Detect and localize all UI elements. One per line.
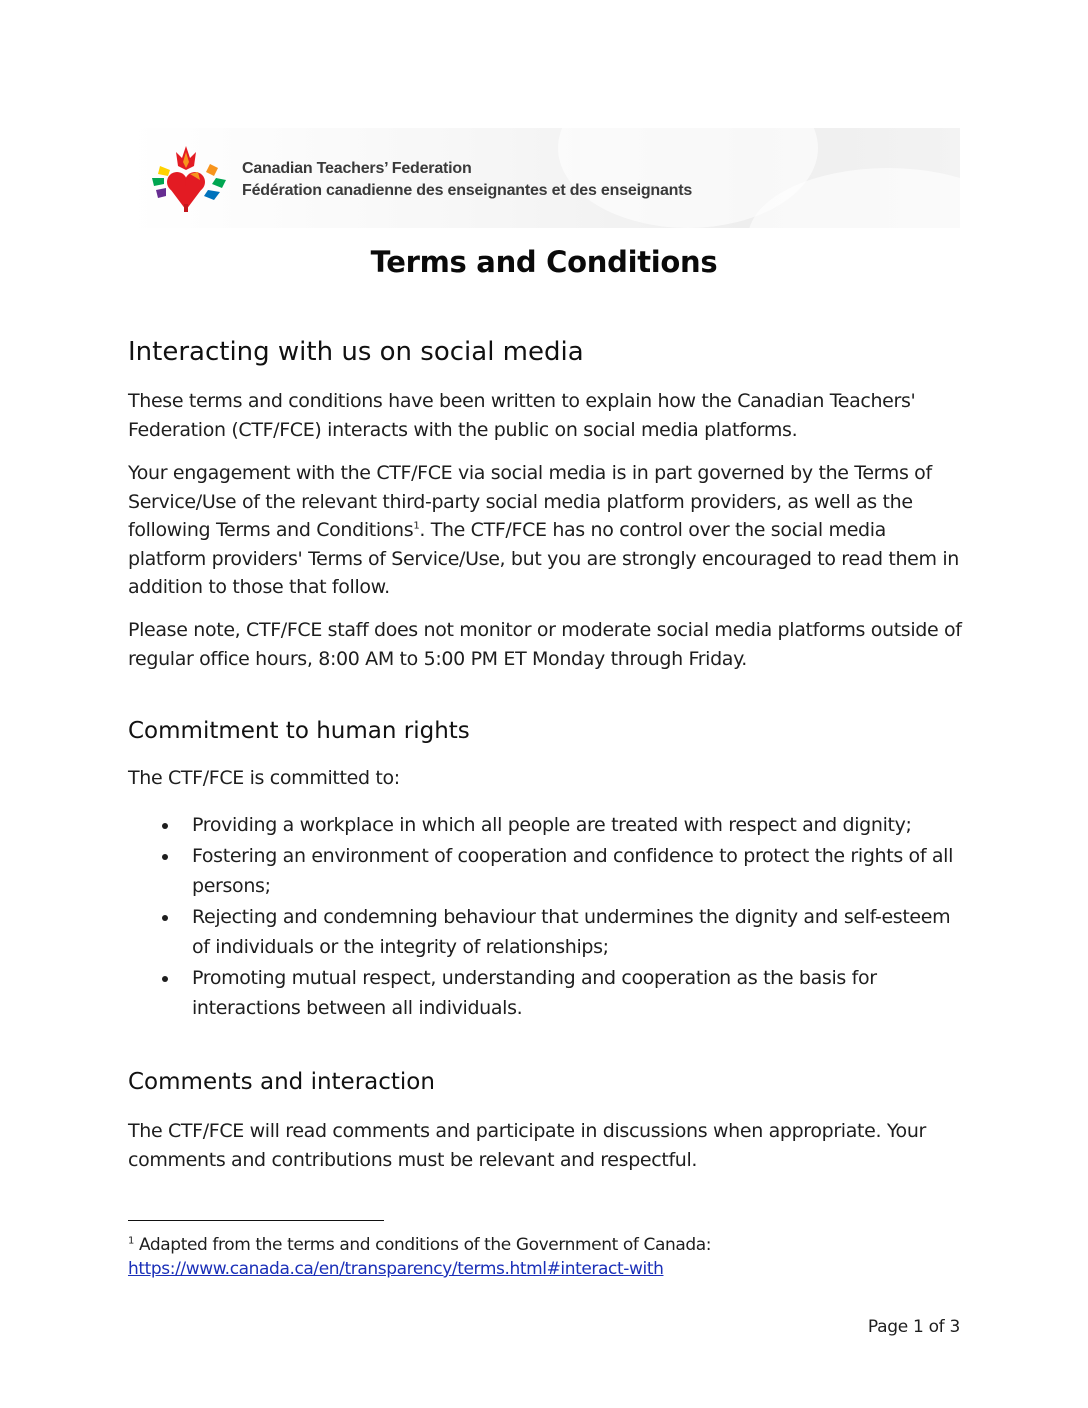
bullet-icon	[162, 915, 168, 921]
list-item	[162, 963, 962, 1023]
list-item-text: Rejecting and condemning behaviour that undermines the dignity and self-esteem of individuals or the integrity of relationships;	[192, 906, 951, 958]
footnote-reference: 1	[413, 520, 420, 532]
list-item-text: Fostering an environment of cooperation and confidence to protect the rights of all persons;	[192, 845, 954, 897]
rights-bullet-list	[162, 810, 962, 1024]
heading-social-media: Interacting with us on social media	[128, 337, 584, 367]
paragraph-social-governance	[128, 459, 964, 602]
paragraph-rights-intro: The CTF/FCE is committed to:	[128, 767, 400, 789]
heading-comments: Comments and interaction	[128, 1069, 435, 1095]
org-name-english: Canadian Teachers’ Federation	[242, 160, 472, 177]
list-item-text: Providing a workplace in which all people are treated with respect and dignity;	[192, 814, 912, 836]
page-number: Page 1 of 3	[867, 1317, 960, 1337]
bullet-icon	[162, 854, 168, 860]
footnote	[128, 1233, 960, 1281]
heading-human-rights: Commitment to human rights	[128, 718, 470, 744]
list-item	[162, 902, 962, 962]
organization-names	[242, 158, 692, 202]
list-item-text: Promoting mutual respect, understanding and cooperation as the basis for interactions between all individuals.	[192, 967, 877, 1019]
footnote-text: Adapted from the terms and conditions of the Government of Canada:	[133, 1235, 712, 1255]
footnote-link[interactable]: https://www.canada.ca/en/transparency/terms.html#interact-with	[128, 1259, 664, 1279]
list-item	[162, 841, 962, 901]
document-title: Terms and Conditions	[370, 245, 718, 279]
maple-leaf-people-logo	[146, 144, 230, 214]
paragraph-office-hours: Please note, CTF/FCE staff does not monitor or moderate social media platforms outside of regular office hours, 8:00 AM to 5:00 PM ET Monday through Friday.	[128, 619, 962, 670]
governance-text-start: Your engagement with the CTF/FCE via social media is in part governed by the Terms of Service/Use of the relevant third-party social media platform providers, as well as the following Terms and Conditions	[128, 462, 932, 541]
governance-text-end: . The CTF/FCE has no control over the social media platform providers' Terms of Service/Use, but you are strongly encouraged to read them in addition to those that follow.	[128, 519, 959, 598]
header-banner	[128, 128, 960, 228]
org-name-french: Fédération canadienne des enseignantes et des enseignants	[242, 182, 693, 199]
paragraph-social-intro: These terms and conditions have been written to explain how the Canadian Teachers' Federation (CTF/FCE) interacts with the public on social media platforms.	[128, 390, 916, 441]
footnote-marker: 1	[128, 1235, 134, 1247]
bullet-icon	[162, 976, 168, 982]
bullet-icon	[162, 823, 168, 829]
list-item	[162, 810, 962, 840]
paragraph-comments: The CTF/FCE will read comments and participate in discussions when appropriate. Your comments and contributions must be relevant and respectful.	[128, 1120, 926, 1171]
footnote-divider	[128, 1220, 384, 1221]
